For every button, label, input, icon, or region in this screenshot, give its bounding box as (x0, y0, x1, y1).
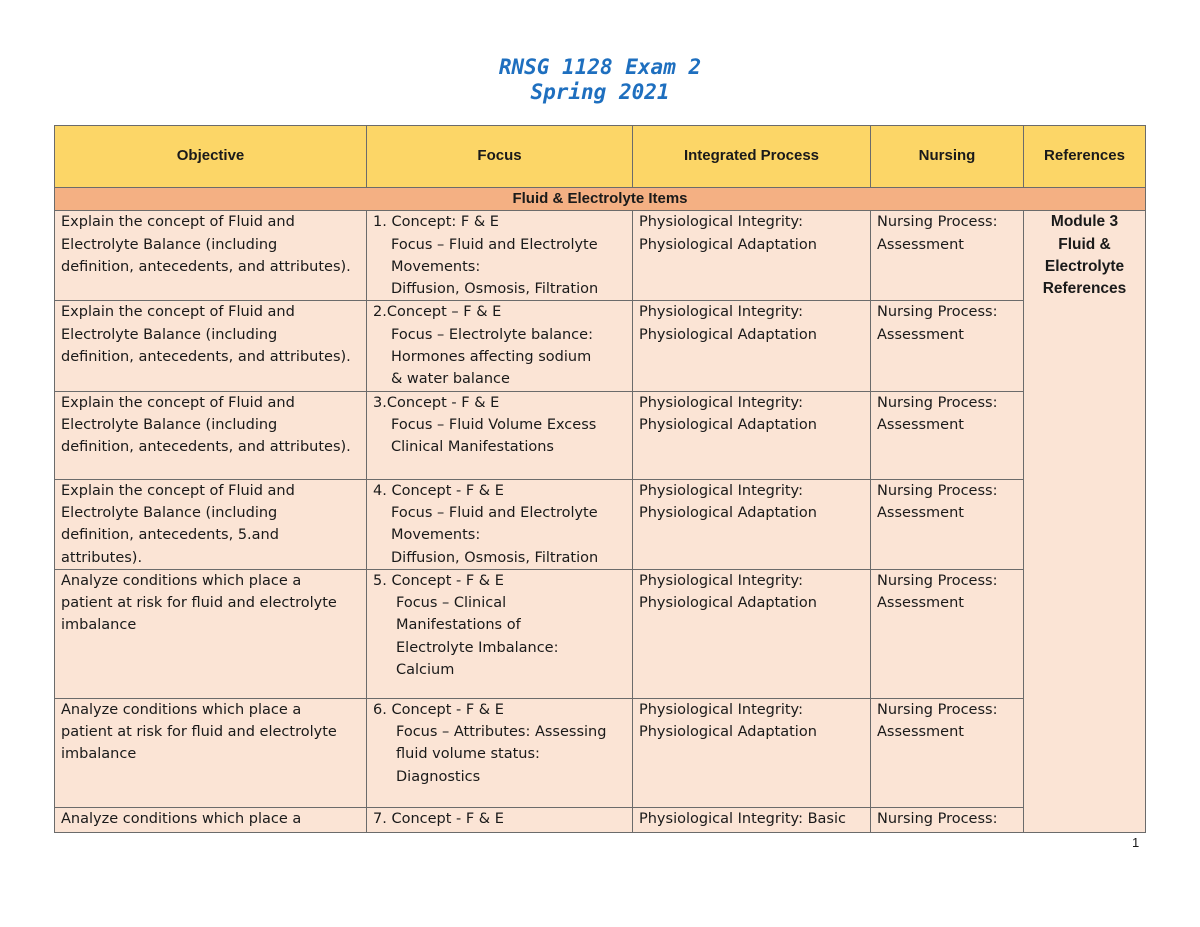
objective-cell (55, 807, 367, 832)
objective-cell-line: patient at risk for fluid and electrolyte (61, 595, 337, 612)
integrated-process-cell-line: Physiological Adaptation (639, 595, 817, 612)
references-line: References (1042, 280, 1127, 298)
nursing-cell (871, 807, 1024, 832)
objective-cell (55, 479, 367, 569)
table-header-row (55, 126, 1146, 188)
integrated-process-cell-line: Physiological Integrity: (639, 701, 803, 718)
focus-cell (367, 807, 633, 832)
focus-cell-line: 4. Concept - F & E (373, 482, 504, 499)
references-line: Electrolyte (1044, 257, 1125, 275)
nursing-cell-line: Assessment (877, 326, 964, 343)
objective-cell-line: patient at risk for fluid and electrolyte (61, 724, 337, 741)
nursing-cell-line: Nursing Process: (877, 701, 998, 718)
focus-cell (367, 479, 633, 569)
focus-cell (367, 698, 633, 807)
nursing-cell (871, 569, 1024, 698)
nursing-cell-line: Nursing Process: (877, 482, 998, 499)
focus-cell-line: Focus – Attributes: Assessing (396, 724, 607, 741)
focus-cell-line: 6. Concept - F & E (373, 701, 504, 718)
integrated-process-cell (633, 211, 871, 301)
nursing-cell-line: Nursing Process: (877, 810, 998, 827)
integrated-process-cell-line: Physiological Adaptation (639, 326, 817, 343)
objective-cell-line: Explain the concept of Fluid and (61, 304, 295, 321)
objective-cell-line: Electrolyte Balance (including (61, 504, 278, 521)
focus-cell-line: Focus – Fluid Volume Excess (391, 416, 597, 433)
nursing-cell-line: Nursing Process: (877, 572, 998, 589)
objective-cell-line: definition, antecedents, 5.and (61, 527, 279, 544)
focus-cell-line: fluid volume status: (396, 746, 540, 763)
objective-cell-line: Electrolyte Balance (including (61, 236, 278, 253)
integrated-process-cell-line: Physiological Adaptation (639, 504, 817, 521)
integrated-process-cell-line: Physiological Integrity: Basic (639, 810, 846, 827)
objective-cell-line: Electrolyte Balance (including (61, 326, 278, 343)
integrated-process-cell-line: Physiological Integrity: (639, 572, 803, 589)
integrated-process-cell (633, 391, 871, 479)
table-row (55, 807, 1146, 832)
integrated-process-cell-line: Physiological Integrity: (639, 214, 803, 231)
objective-cell-line: definition, antecedents, and attributes). (61, 439, 351, 456)
focus-cell-line: Focus – Fluid and Electrolyte (391, 236, 598, 253)
table-row (55, 301, 1146, 391)
table-row (55, 569, 1146, 698)
objective-cell-line: definition, antecedents, and attributes). (61, 349, 351, 366)
references-line: Module 3 (1050, 213, 1119, 231)
document-title: RNSG 1128 Exam 2 (498, 55, 702, 79)
nursing-cell-line: Assessment (877, 724, 964, 741)
objective-cell-line: definition, antecedents, and attributes). (61, 258, 351, 275)
objective-cell-line: Analyze conditions which place a (61, 810, 302, 827)
nursing-cell-line: Assessment (877, 504, 964, 521)
objective-cell-line: imbalance (61, 746, 137, 763)
focus-cell-line: 1. Concept: F & E (373, 214, 499, 231)
focus-cell-line: 3.Concept - F & E (373, 394, 500, 411)
objective-cell-line: Analyze conditions which place a (61, 701, 302, 718)
objective-cell (55, 391, 367, 479)
references-line: Fluid & (1058, 235, 1111, 253)
integrated-process-cell-line: Physiological Integrity: (639, 482, 803, 499)
focus-cell (367, 391, 633, 479)
focus-cell-line: Focus – Fluid and Electrolyte (391, 504, 598, 521)
focus-cell-line: Diffusion, Osmosis, Filtration (391, 281, 599, 298)
column-header-objective: Objective (55, 126, 367, 188)
objective-cell (55, 301, 367, 391)
focus-cell-line: Hormones affecting sodium (391, 349, 592, 366)
focus-cell-line: Diagnostics (396, 768, 481, 785)
focus-cell-line: Manifestations of (396, 617, 521, 634)
column-header-nursing: Nursing (871, 126, 1024, 188)
exam-blueprint-table (54, 125, 1146, 833)
nursing-cell-line: Nursing Process: (877, 214, 998, 231)
column-header-references: References (1024, 126, 1146, 188)
column-header-integrated-process: Integrated Process (633, 126, 871, 188)
focus-cell (367, 569, 633, 698)
focus-cell-line: Focus – Electrolyte balance: (391, 326, 593, 343)
integrated-process-cell-line: Physiological Adaptation (639, 416, 817, 433)
focus-cell-line: Diffusion, Osmosis, Filtration (391, 549, 599, 566)
integrated-process-cell-line: Physiological Adaptation (639, 724, 817, 741)
integrated-process-cell-line: Physiological Integrity: (639, 394, 803, 411)
focus-cell-line: Movements: (391, 527, 481, 544)
objective-cell-line: attributes). (61, 549, 143, 566)
document-subtitle: Spring 2021 (530, 80, 670, 104)
focus-cell-line: 5. Concept - F & E (373, 572, 504, 589)
nursing-cell (871, 479, 1024, 569)
page-number: 1 (1132, 835, 1140, 850)
table-row (55, 391, 1146, 479)
table-row (55, 698, 1146, 807)
nursing-cell-line: Nursing Process: (877, 304, 998, 321)
focus-cell-line: Focus – Clinical (396, 595, 507, 612)
table-row (55, 479, 1146, 569)
objective-cell-line: imbalance (61, 617, 137, 634)
objective-cell-line: Explain the concept of Fluid and (61, 482, 295, 499)
section-row (55, 188, 1146, 211)
nursing-cell-line: Assessment (877, 236, 964, 253)
objective-cell-line: Explain the concept of Fluid and (61, 214, 295, 231)
integrated-process-cell-line: Physiological Adaptation (639, 236, 817, 253)
focus-cell-line: Electrolyte Imbalance: (396, 639, 559, 656)
integrated-process-cell-line: Physiological Integrity: (639, 304, 803, 321)
objective-cell-line: Analyze conditions which place a (61, 572, 302, 589)
nursing-cell (871, 211, 1024, 301)
table-row (55, 211, 1146, 301)
objective-cell (55, 698, 367, 807)
column-header-focus: Focus (367, 126, 633, 188)
objective-cell-line: Explain the concept of Fluid and (61, 394, 295, 411)
focus-cell-line: 2.Concept – F & E (373, 304, 502, 321)
objective-cell-line: Electrolyte Balance (including (61, 416, 278, 433)
focus-cell-line: Calcium (396, 662, 455, 679)
nursing-cell-line: Nursing Process: (877, 394, 998, 411)
integrated-process-cell (633, 301, 871, 391)
focus-cell-line: Clinical Manifestations (391, 439, 554, 456)
nursing-cell (871, 301, 1024, 391)
references-cell (1024, 211, 1146, 833)
nursing-cell-line: Assessment (877, 595, 964, 612)
focus-cell (367, 211, 633, 301)
objective-cell (55, 569, 367, 698)
focus-cell-line: Movements: (391, 258, 481, 275)
focus-cell-line: & water balance (391, 371, 510, 388)
integrated-process-cell (633, 807, 871, 832)
nursing-cell (871, 698, 1024, 807)
integrated-process-cell (633, 479, 871, 569)
objective-cell (55, 211, 367, 301)
integrated-process-cell (633, 698, 871, 807)
nursing-cell-line: Assessment (877, 416, 964, 433)
section-title: Fluid & Electrolyte Items (55, 188, 1146, 211)
focus-cell (367, 301, 633, 391)
integrated-process-cell (633, 569, 871, 698)
nursing-cell (871, 391, 1024, 479)
focus-cell-line: 7. Concept - F & E (373, 810, 504, 827)
